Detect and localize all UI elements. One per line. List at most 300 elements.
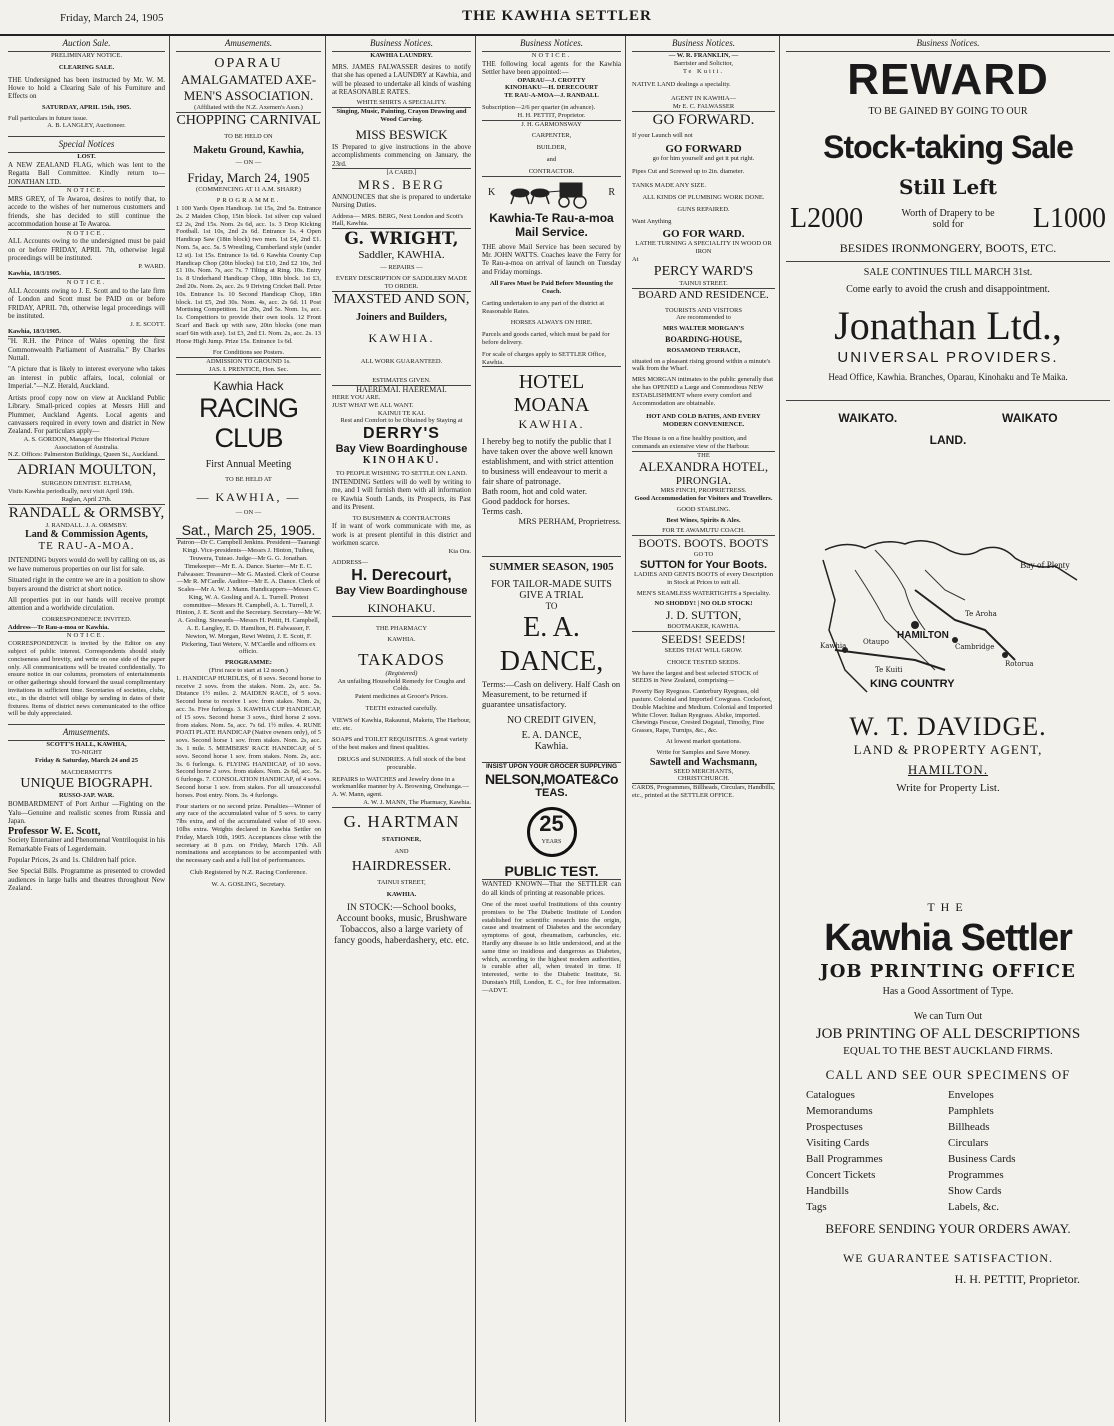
signature: W. A. GOSLING, Secretary. [211, 880, 286, 888]
signature: E. A. DANCE, [521, 730, 582, 742]
advert-subtitle: Joiners and Builders, [356, 311, 447, 323]
advert-body: At [632, 255, 639, 263]
address: Head Office, Kawhia. Branches, Oparau, Kinohaku and Te Maika. [828, 372, 1068, 382]
column-2 [172, 36, 326, 1422]
advert-subtitle: TO BE HELD AT [225, 475, 272, 483]
column-4 [478, 36, 626, 1422]
signature: Sawtell and Wachsmann, [649, 756, 758, 768]
advert-body: At lowest market quotations. [665, 738, 742, 746]
advert-subtitle: TO BE HELD ON [224, 132, 273, 140]
advert-subtitle: TO BUSHMEN & CONTRACTORS [352, 514, 451, 522]
advert-title: H. Derecourt, [351, 567, 452, 585]
advert-title: WAIKATO. [838, 411, 898, 425]
section-heading: Amusements. [8, 724, 165, 741]
advert-body: Society Entertainer and Phenomenal Ventriloquist in his Remarkable Feats of Legerdemain. [8, 836, 165, 853]
divider [332, 807, 471, 808]
advert-subtitle: (First race to start at 12 noon.) [209, 667, 288, 675]
advert-title: SUMMER SEASON, 1905 [489, 561, 614, 574]
advert-subtitle: KINOHAKU. [362, 455, 441, 467]
notice-body: Artists proof copy now on view at Auckland Public Library. Small-priced copies at Messrs Hill and Plummer, Auckland Agents. Local agents and canvassers required in every town and district in New Zealand. For particulars apply— [8, 393, 165, 436]
signature: A. W. J. MANN, The Pharmacy, Kawhia. [363, 798, 471, 806]
advert-body: ESTIMATES GIVEN. [372, 377, 431, 385]
advert-subtitle: SURGEON DENTIST. ELTHAM, [41, 480, 132, 488]
advert-body: All Fares Must be Paid Before Mounting the Coach. [489, 280, 614, 295]
advert-subtitle: — ON — [235, 508, 262, 516]
advert-title: ALEXANDRA HOTEL, [638, 459, 769, 475]
specimen-row [786, 1167, 1110, 1183]
advert-subtitle: J. RANDALL. J. A. ORMSBY. [45, 521, 128, 529]
advert-subtitle: MRS FINCH, PROPRIETRESS. [660, 487, 747, 495]
seed-list: Poverty Bay Ryegrass. Canterbury Ryegrass, old pasture. Colonial and Imported Cowgrass. Cocksfoot, Double Machine and Medium. Colonial and Imported White Clover. Italian Ryegrass. Alsike, imported. Chewings Fescue, Crested Dogstail, Timothy, Fine Grasses, Rape, Turnips, &c., &c. [632, 688, 773, 735]
address: CHRISTCHURCH. [677, 775, 730, 783]
advert-subtitle: Te Kuiti. [682, 67, 724, 75]
specimen-row [786, 1183, 1110, 1199]
advert-subtitle: (Registered) [385, 669, 418, 677]
advert-body: VIEWS of Kawhia, Rakaunui, Maketu, The Harbour, etc. etc. [332, 716, 471, 732]
advert-title: HAIRDRESSER. [351, 859, 452, 875]
advert-title: JOB PRINTING OFFICE [820, 961, 1076, 982]
section-heading: Business Notices. [786, 36, 1110, 52]
advert-title: GO FORWARD [665, 142, 742, 155]
specimen-item: Memorandums [806, 1105, 873, 1117]
advert-subtitle: RUSSO-JAP. WAR. [58, 792, 115, 800]
advert-subtitle: Friday & Saturday, March 24 and 25 [35, 756, 138, 764]
section-heading: Business Notices. [482, 36, 621, 52]
signature: JAS. I. PRENTICE, Hon. Sec. [208, 365, 289, 373]
masthead [0, 0, 1114, 36]
advert-subtitle: Land & Commission Agents, [25, 529, 148, 541]
advert-subtitle: TEAS. [535, 787, 568, 800]
advert-body: Best Wines, Spirits & Ales. [666, 516, 741, 524]
advert-subtitle: TE RAU-A-MOA. [38, 540, 135, 553]
advert-title: BOARDING-HOUSE, [665, 334, 742, 344]
advert-body: Visits Kawhia periodically, next visit April 19th. [8, 487, 134, 495]
advert-subtitle: Bay View Boardinghouse [335, 585, 468, 598]
advert-body: situated on a pleasant rising ground within a minute's walk from the Wharf. [632, 357, 771, 373]
price-note: Worth of Drapery to be sold for [901, 208, 995, 230]
specimen-item: Concert Tickets [806, 1169, 876, 1181]
advert-body: WANTED KNOWN—That the SETTLER can do all kinds of printing at reasonable prices. [482, 880, 621, 897]
advert-body: If your Launch will not [632, 131, 693, 139]
address: N.Z. Offices: Palmerston Buildings, Queen St., Auckland. [8, 451, 159, 459]
advert-body: Club Registered by N.Z. Racing Conference. [190, 868, 307, 876]
advert-body: Write for Samples and Save Money. [656, 748, 751, 756]
advert-title: Kawhia Settler [824, 917, 1072, 959]
advert-body: Popular Prices, 2s and 1s. Children half price. [8, 855, 137, 864]
advert-body: CARDS, Programmes, Billheads, Circulars, Handbills, etc., printed at the SETTLER OFFICE. [632, 784, 775, 800]
advert-body: INTENDING buyers would do well by calling on us, as we have numerous properties on our list for sale. [8, 556, 165, 573]
specimen-item: Tags [806, 1201, 827, 1213]
divider [786, 400, 1110, 401]
advert-subtitle: (Affiliated with the N.Z. Axemen's Assn.) [194, 104, 303, 111]
advert-title: Kawhia-Te Rau-a-moa [489, 210, 614, 225]
advert-body: I hereby beg to notify the public that I have taken over the above well known establishment, and with strict attention to business will endeavour to merit a fair share of patronage. [482, 436, 614, 487]
notice-body: THE Undersigned has been instructed by Mr. W. M. Howe to hold a Clearing Sale of his Furniture and Effects on [8, 75, 165, 101]
advert-subtitle: Singing, Music, Painting, Crayon Drawing and Wood Carving. [336, 108, 467, 124]
advert-title: RACING CLUB [198, 392, 298, 453]
advert-body: go for him yourself and get it put right. [652, 154, 755, 162]
advert-body: MRS MORGAN intimates to the public generally that she has OPENED a Large and Commodious NEW ESTABLISHMENT where every comfort and Accommodation are obtainable. [632, 376, 773, 407]
advert-title: HAEREMAI. HAEREMAI. [356, 385, 447, 395]
advert-title: PUBLIC TEST. [504, 863, 599, 880]
advert-body: LADIES AND GENTS BOOTS of every Description in Stock at Prices to suit all. [633, 571, 773, 586]
specimen-item: Circulars [948, 1137, 989, 1149]
advert-body: Kia Ora. [448, 547, 471, 555]
advert-body: NO CREDIT GIVEN, [507, 715, 596, 727]
advert-title: Still Left [898, 175, 998, 199]
map-label-te-aroha: Te Aroha [965, 610, 997, 618]
signature: H. H. PETTIT, Proprietor. [517, 111, 586, 119]
advert-title: RANDALL & ORMSBY, [8, 504, 165, 521]
advert-subtitle: BESIDES IRONMONGERY, BOOTS, ETC. [839, 241, 1057, 255]
advert-title: KAWHIA LAUNDRY. [370, 52, 433, 59]
advert-title: BOOTS. BOOTS. BOOTS [638, 536, 769, 551]
signature: P. WARD. [138, 262, 165, 270]
advert-subtitle: Saddler, KAWHIA. [358, 249, 445, 262]
map-label-kawhia: Kawhia [820, 642, 847, 650]
advert-title: Mail Service. [515, 224, 588, 239]
signature: MRS PERHAM, Proprietress. [518, 516, 621, 527]
advert-subtitle: HAMILTON. [907, 762, 989, 777]
advert-body: LATHE TURNING A SPECIALITY IN WOOD OR IRON [635, 240, 772, 256]
price-row [786, 203, 1110, 235]
specimen-item: Envelopes [948, 1089, 994, 1101]
advert-body: AGENT IN KAWHIA— [670, 95, 737, 103]
advert-title: THE PHARMACY [375, 625, 428, 633]
advert-subtitle: First Annual Meeting [205, 458, 292, 470]
venue: — KAWHIA, — [196, 489, 301, 504]
advert-subtitle: TO [545, 601, 558, 612]
signature: A. S. GORDON, Manager the Historical Picture Association of Australia. [23, 435, 150, 451]
column-1 [4, 36, 170, 1422]
specimen-item: Pamphlets [948, 1105, 994, 1117]
advert-subtitle: STATIONER, [382, 835, 421, 843]
notice-date: Kawhia, 18/3/1905. [8, 270, 61, 278]
officials-list: Patron—Dr C. Campbell Jenkins. President—Taarangi Kingi. Vice-presidents—Messrs J. Hinton, Tuiheu, Teuwera, Tuteao. Judge—Mr G. G. Jonathan. Timekeeper—Mr E. A. Dance. Starter—Mr E. C. Falwasser. Treasurer—Mr G. Maxted. Clerk of Course—Mr R. M'Cardle. Auditor—Mr E. A. Dance. Clerk of Scales—Mr A. W. J. Mann. Handicappers—Messrs C. King, W. A. Gosling and A. L. Turrell. Protest committee—Messrs H. Campbell, A. L. Turrell, J. Hinton, J. E. Scott and the Secretary. Secretary—Mr W. A. Gosling. Stewards—Messrs H. Pettit, H. Campbell, A. E. Langley, E. D. Hamilton, H. Falwasser, F. Newton, W. Morgan, Rewi Wetini, J. E. Scott, F. Pickering, Taui Wetere, V. M'Cardle and officers ex officio. [176, 539, 321, 656]
advert-title: MAXSTED AND SON, [333, 291, 470, 307]
advert-title: E. A. DANCE, [499, 612, 604, 678]
signature: SEED MERCHANTS, [673, 767, 734, 775]
advert-body: GUNS REPAIRED. [677, 205, 730, 213]
price-after: L1000 [1032, 203, 1106, 234]
advert-body: ANNOUNCES that she is prepared to undertake Nursing Duties. [332, 192, 471, 210]
address: BOOTMAKER, KAWHIA. [667, 623, 740, 631]
specimen-item: Handbills [806, 1185, 849, 1197]
column-5 [628, 36, 780, 1422]
advert-subtitle: CALL AND SEE OUR SPECIMENS OF [825, 1067, 1071, 1082]
programme-heading: PROGRAMME: [225, 659, 272, 667]
section-heading: Amusements. [176, 36, 321, 52]
advert-subtitle: AND [394, 847, 409, 855]
notice-date: SATURDAY, APRIL 15th, 1905. [42, 103, 131, 111]
advert-subtitle: KAWHIA. [368, 330, 435, 345]
advert-title: CHOPPING CARNIVAL [176, 112, 321, 128]
advert-body: An unfailing Household Remedy for Coughs and Colds. [337, 677, 466, 693]
advert-body: SOAPS and TOILET REQUISITES. A great variety of the best makes and finest qualities. [332, 736, 468, 752]
coach-illustration [482, 177, 621, 211]
map-label-te-kuiti: Te Kuiti [875, 666, 903, 674]
programme-list: 1. HANDICAP HURDLES, of 8 sovs. Second horse to receive 2 sovs. from the stakes. Nom. 2s, acc. 5s. Distance 1½ miles. 2. MAIDEN RACE, of 5 sovs. Second horse to receive 1 sov. from stakes. Nom. 2s, acc. 3s. Five furlongs. 3. KAWHIA CUP HANDICAP, of 15 sovs. Second horse 3 sovs., third horse 2 sovs. from stakes. Nom. 5s, acc. 7s 6d. 1½ miles. 4. RUNE POATI PLATE HANDICAP (Native owners only), of 5 sovs. Second horse 1 sov. from stakes. Nom. 2s, acc. 3s. 1 mile. 5. MEMBERS' RACE HANDICAP, of 5 sovs. Second horse 1 sov. from stakes. Nom. 2s, acc. 3s. 6 furlongs. 6. FLYING HANDICAP, of 10 sovs. Second horse 2 sovs. from stakes. Nom. 2s 6d, acc. 5s. 6 furlongs. 7. CONSOLATION HANDICAP, of 4 sovs. Second horse 1 sov. from stakes. For all unsuccessful horses. Post entry. Nom. 3s. 4 furlongs. [176, 674, 321, 799]
notice-body: "H. R.H. the Prince of Wales opening the first Commonwealth Parliament of Australia." By Charles Nuttall. [8, 337, 165, 363]
advert-body: Has a Good Assortment of Type. [882, 986, 1014, 997]
specimen-row [786, 1087, 1110, 1103]
advert-body: NO SHODDY! | NO OLD STOCK! [654, 600, 753, 608]
notice-body: ALL Accounts owing to J. E. Scott and to the late firm of London and Scott must be PAID on or before FRIDAY, APRIL 7th, otherwise legal proceedings will be instituted. [8, 287, 165, 321]
advert-title: DERRY'S [363, 425, 440, 443]
advert-subtitle: TO BE GAINED BY GOING TO OUR [868, 106, 1028, 117]
advert-body: Terms:—Cash on delivery. Half Cash on Measurement, to be returned if guarantee unsatisfactory. [482, 679, 621, 710]
advert-body: DRUGS and SUNDRIES. A full stock of the best procurable. [337, 756, 466, 771]
event-date: Sat., March 25, 1905. [181, 522, 316, 539]
advert-body: Carting undertaken to any part of the district at Reasonable Rates. [482, 299, 605, 315]
specimen-item: Business Cards [948, 1153, 1016, 1165]
notice-title: LOST. [77, 153, 96, 161]
advert-body: EVERY DESCRIPTION OF SADDLERY MADE TO ORDER. [335, 275, 468, 290]
advert-body: ADDRESS— [332, 559, 369, 567]
specimen-item: Visiting Cards [806, 1137, 870, 1149]
advert-title: MISS BESWICK [355, 126, 448, 142]
advert-body: TANKS MADE ANY SIZE. [632, 182, 706, 190]
advert-title: TAKADOS [358, 649, 445, 669]
advert-subtitle: KAWHIA. [387, 636, 416, 644]
advert-body: Four starters or no second prize. Penalties—Winner of any race of the accumulated value of 5 sovs. to carry 7lbs extra, and of the accumulated value of 10 sovs. 10lbs extra. Weights declared in Kawhia Settler on Friday, March 10th, 1905. Acceptances close with the secretary at 8 p.m. on Friday, March 17th. All nominations and acceptances to be accompanied with the necessary cash and a full list of performances. [176, 802, 321, 865]
advert-title: Jonathan Ltd., [834, 303, 1062, 348]
advert-title: GO FOR WARD. [662, 228, 745, 241]
waikato-map [815, 530, 1085, 695]
specimen-row [786, 1151, 1110, 1167]
advert-body: Terms cash. [482, 506, 523, 517]
advert-subtitle: Bay View Boardinghouse [335, 443, 468, 456]
advert-subtitle: BEFORE SENDING YOUR ORDERS AWAY. [825, 1221, 1071, 1236]
advert-body: All properties put in our hands will receive prompt attention and a worldwide circulation. [8, 595, 165, 613]
address: Address—Te Rau-a-moa or Kawhia. [8, 623, 110, 631]
davidge-advert [786, 712, 1110, 794]
advert-title: MRS. BERG [358, 176, 445, 192]
advert-title: AMALGAMATED AXE-MEN'S ASSOCIATION. [180, 72, 317, 103]
advert-body: For scale of charges apply to SETTLER Office, Kawhia. [482, 350, 606, 366]
programme-heading: PROGRAMME. [216, 197, 281, 205]
badge-label: YEARS [541, 839, 562, 846]
map-label-king-country: KING COUNTRY [870, 678, 955, 690]
horse-coach-icon [506, 177, 596, 209]
advert-title: UNIQUE BIOGRAPH. [20, 776, 153, 792]
advert-body: FOR TE AWAMUTU COACH. [662, 527, 745, 535]
divider [332, 616, 471, 617]
venue: Maketu Ground, Kawhia, [193, 144, 304, 156]
advert-title: HOTEL MOANA [513, 371, 590, 417]
advert-title: WAIKATO [1002, 411, 1058, 425]
advert-title: NELSON,MOATE&Co [484, 771, 618, 788]
advert-subtitle: FOR TAILOR-MADE SUITS GIVE A TRIAL [491, 579, 612, 602]
advert-body: Bath room, hot and cold water. [482, 486, 588, 497]
advert-body: Want Anything [632, 217, 672, 225]
newspaper-title: THE KAWHIA SETTLER [462, 8, 652, 24]
map-label-otaupo: Otaupo [863, 638, 889, 646]
advert-subtitle: CARPENTER, [531, 132, 572, 140]
column-3 [328, 36, 476, 1422]
advert-subtitle: TO PEOPLE WISHING TO SETTLE ON LAND. [335, 470, 468, 478]
specimen-item: Prospectuses [806, 1121, 863, 1133]
advert-body: ALL KINDS OF PLUMBING WORK DONE. [642, 193, 765, 201]
advert-subtitle: LAND & PROPERTY AGENT, [853, 742, 1043, 757]
advert-body: BOMBARDMENT of Port Arthur —Fighting on the Yalu—Genuine and realistic scenes from Russia and Japan. [8, 800, 165, 825]
advert-body: THE above Mail Service has been secured by Mr. JOHN WATTS. Coaches leave the Ferry for Te Rau-a-moa on arrival of launch on Tuesday and Friday mornings. [482, 242, 621, 276]
divider [786, 261, 1110, 262]
notice-body: "A picture that is likely to interest everyone who takes an interest in public affairs, local, colonial or Imperial."—N.Z. Herald, Auckland. [8, 365, 165, 391]
advert-title: PERCY WARD'S [653, 263, 754, 279]
advert-subtitle: THE [697, 451, 710, 459]
advert-body: WHITE SHIRTS A SPECIALITY. [356, 99, 447, 107]
advert-body: ADMISSION TO GROUND 1s. [206, 358, 291, 366]
advert-subtitle: TOURISTS AND VISITORS [665, 306, 742, 314]
map-drawing [815, 530, 1085, 695]
address: KAWHIA. [386, 891, 417, 899]
advert-subtitle: MACDERMOTT'S [60, 768, 112, 776]
address: TAINUI STREET, [377, 879, 426, 887]
advert-body: See Special Bills. Programme as presented to crowded audiences in large halls and theatres throughout New Zealand. [8, 867, 165, 893]
advert-subtitle: SEEDS THAT WILL GROW. [664, 647, 743, 655]
specimen-item: Show Cards [948, 1185, 1002, 1197]
advert-title: G. WRIGHT, [344, 229, 459, 250]
issue-date: Friday, March 24, 1905 [60, 12, 164, 24]
advert-subtitle: WE GUARANTEE SATISFACTION. [842, 1251, 1054, 1265]
notice-body: MRS GREY, of Te Awaroa, desires to notify that, to accede to the wishes of her numerous customers and friends, she has decided to still continue the accommodation house at Te Awaroa. [8, 195, 165, 229]
advert-subtitle: Are recommended to [676, 314, 731, 322]
advert-title: W. T. DAVIDGE. [849, 712, 1047, 741]
advert-title: J. H. GARMONSWAY [521, 120, 582, 128]
signature: H. H. PETTIT, Proprietor. [954, 1272, 1080, 1286]
specimen-item: Programmes [948, 1169, 1004, 1181]
advert-subtitle: TO-NIGHT [71, 748, 102, 756]
advert-body: Situated right in the centre we are in a position to show buyers around the district at short notice. [8, 576, 165, 593]
advert-body: JUST WHAT WE ALL WANT. [332, 401, 414, 409]
advert-body: MEN'S SEAMLESS WATERTIGHTS a Speciality. [636, 589, 771, 597]
notice-title: NOTICE. [531, 52, 572, 59]
advert-subtitle: Professor W. E. Scott, [8, 826, 101, 838]
advert-subtitle: KAWHIA. [518, 417, 585, 432]
notice-title: NOTICE. [66, 187, 107, 195]
advert-subtitle: KINOHAKU. [367, 601, 436, 616]
advert-subtitle: BUILDER, [536, 144, 567, 152]
address: Address— MRS. BERG, Next London and Scott's Hall, Kawhia. [332, 212, 464, 228]
divider [482, 366, 621, 367]
advert-body: Come early to avoid the crush and disappointment. [846, 284, 1050, 295]
section-heading: Business Notices. [332, 36, 471, 52]
advert-body: The House is on a fine healthy position, and commands an extensive view of the Harbour. [632, 434, 750, 450]
advert-body: INTENDING Settlers will do well by writing to me, and I will furnish them with all information re Kawhia South Lands, its Prospects, its Past and its Present. [332, 478, 471, 512]
badge-number: 25 [539, 811, 564, 837]
agent-entry: OPARAU—J. CROTTY [517, 76, 586, 84]
advert-body: GOOD STABLING. [676, 505, 731, 513]
advert-body: IS Prepared to give instructions in the above accomplishments commencing on January, the 23rd. [332, 142, 471, 168]
map-label-hamilton: HAMILTON [897, 630, 949, 641]
advert-subtitle: PIRONGIA. [675, 475, 732, 488]
notice-body: THE following local agents for the Kawhia Settler have been appointed:— [482, 59, 621, 77]
notice-date: Kawhia, 18/3/1905. [8, 328, 61, 336]
advert-body: We have the largest and best selected STOCK of SEEDS in New Zealand, comprising— [632, 669, 759, 685]
agent-entry: TE RAU-A-MOA—J. RANDALL [504, 92, 599, 100]
specimen-item: Billheads [948, 1121, 990, 1133]
coach-initial: K [488, 186, 496, 198]
divider [176, 374, 321, 375]
advert-title: SEEDS! SEEDS! [661, 632, 746, 647]
advert-subtitle: (COMMENCING AT 11 A.M. SHARP.) [196, 186, 301, 194]
advert-body: Pipes Cut and Screwed up to 2in. diameter. [632, 168, 745, 176]
signature: J. E. SCOTT. [130, 320, 165, 328]
coach-initial: R [608, 186, 615, 198]
advert-body: CORRESPONDENCE INVITED. [41, 615, 132, 623]
section-heading: Auction Sale. [8, 36, 165, 52]
reward-headline: REWARD [847, 55, 1049, 104]
advert-title: ADRIAN MOULTON, [16, 462, 157, 479]
price-before: L2000 [790, 203, 864, 234]
advert-label: [A CARD.] [386, 169, 417, 177]
advert-body: Good paddock for horses. [482, 496, 570, 507]
notice-title: CLEARING SALE. [58, 63, 115, 71]
advert-subtitle: ROSAMOND TERRACE, [666, 346, 741, 354]
advert-body: ALL WORK GUARANTEED. [360, 357, 443, 365]
notice-body: Subscription—2/6 per quarter (in advance). [482, 104, 596, 111]
signature: A. B. LANGLEY, Auctioneer. [47, 122, 126, 130]
notice-title: NOTICE. [66, 229, 107, 237]
advert-body: One of the most useful Institutions of this country promises to be The Diabetic Institute of London established for scientific research into the origin, cause and treatment of Diabetes and the secondary symptoms of gout, rheumatism, carbuncles, etc. Hardly any disease is so little understood, and at the same time so insidious and dangerous as Diabetes, which, according to the highest modern authorities, is curable after all, when treated in time. If interested, write to the Diabetic Institute, St. Dunstan's Hill, London, E. C., for free information.—ADVT. [482, 900, 621, 994]
advert-body: Good Accommodation for Visitors and Travellers. [634, 495, 773, 503]
advert-title: SUTTON for Your Boots. [639, 559, 768, 572]
advert-body: HOT AND COLD BATHS, AND EVERY MODERN CONVENIENCE. [646, 413, 761, 429]
advert-subtitle: Barrister and Solicitor, [673, 59, 734, 67]
advert-body: REPAIRS to WATCHES and Jewelry done in a workmanlike manner by A. Browning, Onehunga.—A. W. Mann, agent. [332, 775, 469, 799]
advert-title: Kawhia Hack [213, 378, 284, 393]
advert-body: TEETH extracted carefully. [365, 705, 438, 713]
advert-body: SALE CONTINUES TILL MARCH 31st. [863, 267, 1033, 278]
advert-title: GO FORWARD. [652, 111, 755, 128]
divider [482, 556, 621, 557]
advert-body: Write for Property List. [896, 782, 1000, 794]
advert-subtitle: THE [927, 900, 969, 914]
specimen-list [786, 1087, 1110, 1215]
advert-body: Parcels and goods carted, which must be paid for before delivery. [482, 331, 610, 346]
advert-body: IN STOCK:—School books, Account books, music, Brushware Tobaccos, also a large variety of fancy goods, haberdashery, etc. etc. [334, 902, 469, 946]
advert-body: Mr E. C. FALWASSER [672, 102, 735, 110]
advert-title: — W. R. FRANKLIN, — [668, 52, 739, 59]
advert-title: MRS WALTER MORGAN'S [663, 325, 744, 333]
event-date: Friday, March 24, 1905 [187, 170, 310, 186]
map-label-rotorua: Rotorua [1005, 660, 1034, 668]
section-heading: Business Notices. [632, 36, 775, 52]
advert-title: LAND. [929, 433, 967, 447]
specimen-item: Ball Programmes [806, 1153, 883, 1165]
notice-body: CORRESPONDENCE is invited by the Editor on any subject of public interest. Correspondents should study conciseness and brevity, and write on one side of the paper only. All communications will be treated confidentially. To ensure notice in our columns, promoters of entertainments or other gatherings should forward the usual complimentary invitations in sufficient time. Secretaries of societies, clubs, etc., in the district will oblige by sending in dates of their fixtures. Items of district news communicated to the office will be duly appreciated. [8, 640, 165, 718]
advert-subtitle: UNIVERSAL PROVIDERS. [837, 349, 1059, 366]
notice-title: NOTICE. [66, 279, 107, 287]
advert-title: OPARAU [214, 56, 283, 71]
section-heading: Special Notices [8, 136, 165, 153]
advert-title: G. HARTMAN [343, 811, 460, 831]
specimen-item: Labels, &c. [948, 1201, 1000, 1213]
programme-list: 1 100 Yards Open Handicap. 1st 15s, 2nd 5s. Entrance 2s. 2 Maiden Chop, 15in block. 1st silver cup valued £2 2s, 2nd 15s. Nom. 2s 6d, acc. 1s. 3 Drop Kicking Football. 1st 10s, 2nd 2s 6d. Entrance 1s. 4 Open Handicap Saw (18in block) two men. 1st £4, 2nd £1. Nom. 5s, acc. 5s. 5 Wrestling, Cumberland style (under 12 st). 1st 15s. Entrance 1s 6d. 6 Kawhia County Cup Handicap Chop (20in blocks) 1st £10, 2nd £2 10s, 3rd £1 10s. Nom. 7s, acc 7s. 7 Tilting at Ring. 10s. Entry 1s. 8 Underhand Handicap Chop, 18in block. 1st £3, 2nd 20s. Nom. 2s, acc. 2s. 9 Driving Cricket Ball. Prize 10s. Entrance 1s. 10 Second Handicap Chop, 18in block. 1st £5, 2nd 30s. Nom. 4s, acc. 2s 6d. 11 Post Mortising Competition. 1st 20s, 2nd 5s. Nom. 1s, acc. 1s. Competitors to provide their own tools. 12 Front Scarf and Back up with saw, 20in blocks (one man scarf 6in with axe). 1st £3, 2nd £1. Nom. 2s, acc. 2s. 13 Horse High Jump. Prize 15s. Entrance 1s 6d. [176, 204, 321, 345]
advert-body: HERE YOU ARE. [332, 394, 381, 402]
advert-body: For Conditions see Posters. [212, 349, 285, 357]
advert-subtitle: — REPAIRS — [380, 264, 423, 272]
advert-subtitle: CHOICE TESTED SEEDS. [666, 658, 740, 666]
specimen-item: Catalogues [806, 1089, 855, 1101]
advert-subtitle: — ON — [235, 158, 262, 166]
advert-body: We can Turn Out [913, 1011, 983, 1022]
specimen-row [786, 1135, 1110, 1151]
advert-body: If in want of work communicate with me, as work is at present plentiful in this district and workmen scarce. [332, 522, 471, 548]
signature: Kawhia. [534, 741, 569, 753]
advert-title: BOARD AND RESIDENCE. [638, 288, 769, 301]
